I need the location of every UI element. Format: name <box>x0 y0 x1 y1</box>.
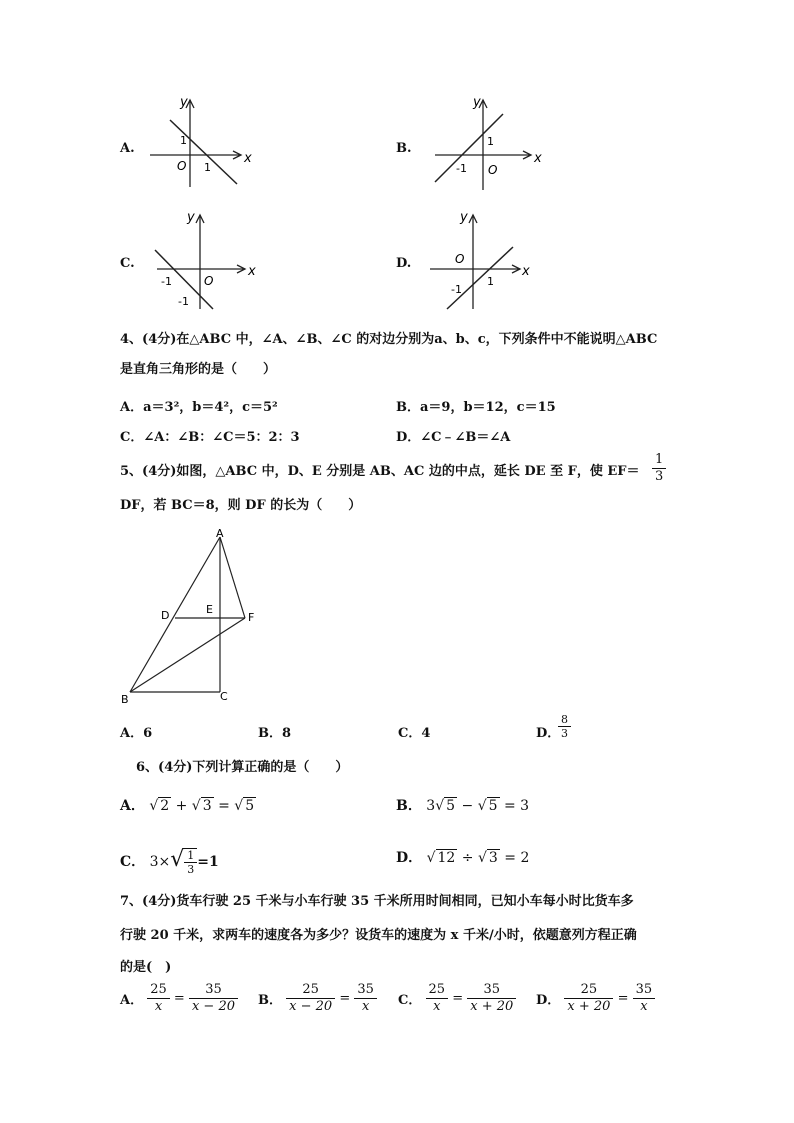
tick-label: -1 <box>161 275 172 288</box>
option-label: C． <box>120 854 146 870</box>
option-label: A． <box>120 400 144 415</box>
q7-line2: 行驶 20 千米，求两车的速度各为多少？设货车的速度为 x 千米/小时，依题意列方程正确 <box>120 928 637 943</box>
option-text: 8 <box>282 726 292 741</box>
option-label: D． <box>536 993 561 1008</box>
q6-option-c[interactable] <box>120 847 219 876</box>
q6-option-a[interactable] <box>120 795 256 815</box>
q4-option-c[interactable] <box>120 426 300 445</box>
tick-label: 1 <box>487 135 494 148</box>
option-text: ∠A：∠B：∠C＝5：2：3 <box>143 430 300 445</box>
option-text: 6 <box>143 726 153 741</box>
option-text: a＝9，b＝12，c＝15 <box>420 400 556 415</box>
tick-label: -1 <box>451 283 462 296</box>
formula: √ 12 ÷ √ 3 = 2 <box>426 850 530 866</box>
option-label: B． <box>258 993 282 1008</box>
q4-option-a[interactable] <box>120 396 278 415</box>
q6-line1: 6、(4分)下列计算正确的是（ ） <box>136 760 349 775</box>
option-label: B． <box>258 726 282 741</box>
point-label-d: D <box>161 609 170 622</box>
option-text: 4 <box>421 726 431 741</box>
point-label-e: E <box>206 603 213 616</box>
tick-label: -1 <box>178 295 189 308</box>
fraction-numerator: 1 <box>655 452 664 467</box>
q5-line1: 5、(4分)如图，△ABC 中，D、E 分别是 AB、AC 边的中点，延长 DE 至 F，使 EF＝ <box>120 464 640 479</box>
origin-label: O <box>488 163 498 177</box>
point-label-c: C <box>220 690 228 703</box>
fraction-denominator: 3 <box>558 726 571 740</box>
origin-label: O <box>455 252 465 266</box>
graph-a <box>140 92 260 192</box>
fraction-denominator: 3 <box>652 468 666 485</box>
option-label: A． <box>120 798 145 814</box>
option-label: A． <box>120 993 144 1008</box>
graph-d <box>425 205 545 315</box>
point-label-f: F <box>248 611 255 624</box>
formula: 3×√ $\frac{1}{3}$ =1 <box>149 847 219 876</box>
q5-option-a[interactable] <box>120 722 152 741</box>
origin-label: O <box>204 274 214 288</box>
option-label: D． <box>396 850 423 866</box>
y-label: y <box>460 210 468 225</box>
q5-option-d-fraction <box>558 713 571 740</box>
option-label: D． <box>396 430 421 445</box>
q7-option-b[interactable]: B． $\frac{25}{x - 20}$ = $\frac{35}{x}$ <box>258 982 377 1015</box>
tick-label: 1 <box>487 275 494 288</box>
tick-label: -1 <box>456 162 467 175</box>
q4-option-d[interactable] <box>396 426 510 445</box>
option-label: A． <box>120 726 144 741</box>
graph-a-label: A. <box>120 141 135 156</box>
q5-option-c[interactable] <box>398 722 430 741</box>
segment-af <box>220 537 245 618</box>
graph-c <box>145 205 265 315</box>
segment-bf <box>130 618 245 692</box>
x-label: x <box>534 151 542 166</box>
q5-option-d[interactable] <box>536 722 560 741</box>
point-label-b: B <box>121 693 129 706</box>
q6-option-b[interactable] <box>396 795 529 815</box>
q7-line3: 的是( ) <box>120 960 172 975</box>
x-label: x <box>522 264 530 279</box>
option-label: C． <box>120 430 144 445</box>
option-label: B． <box>396 798 422 814</box>
q7-option-a[interactable]: A． $\frac{25}{x}$ = $\frac{35}{x - 20}$ <box>120 982 238 1015</box>
y-label: y <box>473 95 481 110</box>
origin-label: O <box>177 159 187 173</box>
y-label: y <box>180 95 188 110</box>
graph-c-label: C. <box>120 256 135 271</box>
q4-line2: 是直角三角形的是（ ） <box>120 362 277 377</box>
q7-line1: 7、(4分)货车行驶 25 千米与小车行驶 35 千米所用时间相同，已知小车每小时比货车多 <box>120 894 634 909</box>
function-line <box>170 120 237 184</box>
q4-line1: 4、(4分)在△ABC 中，∠A、∠B、∠C 的对边分别为a、b、c，下列条件中不能说明△ABC <box>120 332 658 347</box>
graph-d-label: D. <box>396 256 412 271</box>
option-text: a＝3²，b＝4²，c＝5² <box>143 400 278 415</box>
option-label: B． <box>396 400 420 415</box>
option-label: D． <box>536 726 561 741</box>
q5-line2: DF，若 BC＝8，则 DF 的长为（ ） <box>120 498 362 513</box>
formula: √ 2 + √ 3 = √ 5 <box>149 798 255 814</box>
option-label: C． <box>398 726 422 741</box>
graph-b <box>425 92 550 192</box>
option-label: C． <box>398 993 422 1008</box>
q7-option-d[interactable]: D． $\frac{25}{x + 20}$ = $\frac{35}{x}$ <box>536 982 655 1015</box>
formula: 3√ 5 − √ 5 = 3 <box>426 798 530 814</box>
triangle-figure <box>115 525 275 710</box>
q4-option-b[interactable] <box>396 396 556 415</box>
x-label: x <box>244 151 252 166</box>
x-label: x <box>248 264 256 279</box>
tick-label: 1 <box>180 134 187 147</box>
tick-label: 1 <box>204 161 211 174</box>
q5-option-b[interactable] <box>258 722 291 741</box>
point-label-a: A <box>216 527 224 540</box>
q6-option-d[interactable] <box>396 847 529 867</box>
q7-option-c[interactable]: C． $\frac{25}{x}$ = $\frac{35}{x + 20}$ <box>398 982 516 1015</box>
q5-fraction <box>652 452 666 485</box>
y-label: y <box>187 210 195 225</box>
graph-b-label: B. <box>396 141 412 156</box>
fraction-numerator: 8 <box>561 713 568 726</box>
option-text: ∠C﹣∠B＝∠A <box>420 430 511 445</box>
